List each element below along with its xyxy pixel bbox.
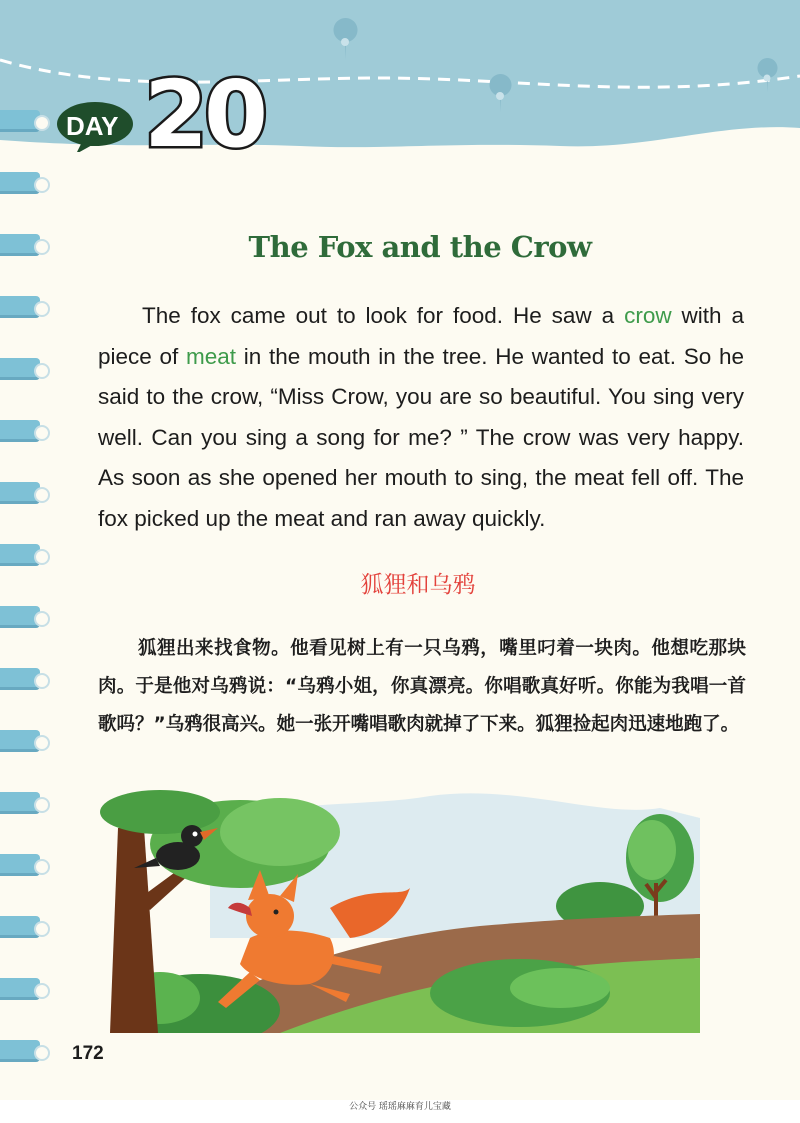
story-text-segment: The fox came out to look for food. He saw a bbox=[142, 303, 625, 328]
story-text-segment: with a piece of bbox=[98, 303, 745, 369]
vocab-word-crow: crow bbox=[624, 303, 672, 328]
page-number: 172 bbox=[72, 1043, 104, 1064]
story-title: The Fox and the Crow bbox=[248, 230, 592, 264]
translation-paragraph: 狐狸出来找食物。他看见树上有一只乌鸦，嘴里叼着一块肉。他想吃那块肉。于是他对乌鸦说：“乌鸦小姐，你真漂亮。你唱歌真好听。你能为我唱一首歌吗？”乌鸦很高兴。她一张开嘴唱歌肉就掉了下来。狐狸捡起肉迅速地跑了。 bbox=[98, 638, 746, 735]
translation-text bbox=[98, 630, 746, 744]
story-text-segment: in the mouth in the tree. He wanted to eat. So he said to the crow, “Miss Crow, you are so beautiful. You sing very well. Can you sing a song for me? ” The crow was very happy. As soon as she opened her mouth to sing, the meat fell off. The fox picked up the meat and ran away quickly. bbox=[98, 343, 744, 531]
watermark-text: 公众号 瑶瑶麻麻育儿宝藏 bbox=[349, 1102, 451, 1112]
vocab-word-meat: meat bbox=[186, 343, 237, 369]
story-text bbox=[98, 296, 744, 539]
day-label: DAY bbox=[66, 111, 119, 141]
day-number: 20 bbox=[144, 61, 265, 168]
fox-crow-illustration bbox=[100, 788, 700, 1033]
translation-title: 狐狸和乌鸦 bbox=[360, 572, 476, 598]
